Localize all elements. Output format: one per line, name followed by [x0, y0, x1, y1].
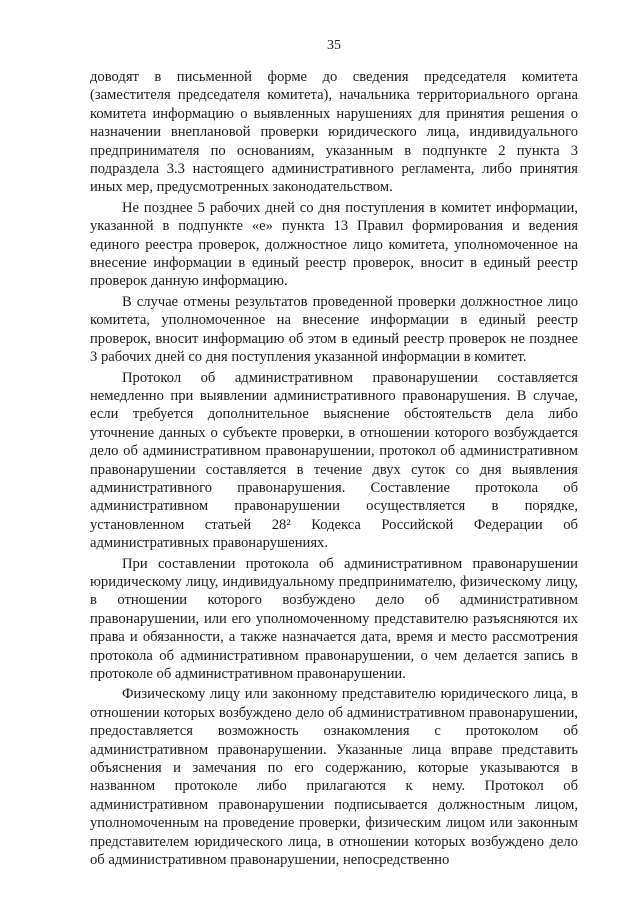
paragraph-familiarization: Физическому лицу или законному представителю юридического лица, в отношении которых возбуждено дело об административном правонарушении, предоставляется возможность ознакомления с протоколом об административном правонарушении. Указанные лица вправе представить объяснения и замечания по его содержанию, которые указываются в названном протоколе либо прилагаются к нему. Протокол об административном правонарушении подписывается должностным лицом, уполномоченным на проведение проверки, физическим лицом или законным представителем юридического лица, в отношении которых возбуждено дело об административном правонарушении, непосредственно	[90, 686, 578, 869]
page-number: 35	[327, 38, 341, 53]
paragraph-continuation: доводят в письменной форме до сведения председателя комитета (заместителя председателя комитета), начальника территориального органа комитета информацию о выявленных нарушениях для принятия решения о назначении внеплановой проверки юридического лица, индивидуального предпринимателя по основаниям, указанным в подпункте 2 пункта 3 подраздела 3.3 настоящего административного регламента, либо принятия иных мер, предусмотренных законодательством.	[90, 69, 578, 196]
paragraph-registry-deadline: Не позднее 5 рабочих дней со дня поступления в комитет информации, указанной в подпункте «е» пункта 13 Правил формирования и ведения единого реестра проверок, должностное лицо комитета, уполномоченное на внесение информации в единый реестр проверок, вносит в единый реестр проверок данную информацию.	[90, 199, 578, 290]
document-body	[90, 68, 578, 869]
paragraph-rights-explanation: При составлении протокола об административном правонарушении юридическому лицу, индивидуальному предпринимателю, физическому лицу, в отношении которого возбуждено дело об административном правонарушении, или его уполномоченному представителю разъясняются их права и обязанности, а также назначается дата, время и место рассмотрения протокола об административном правонарушении, о чем делается запись в протоколе об административном правонарушении.	[90, 555, 578, 682]
paragraph-cancellation: В случае отмены результатов проведенной проверки должностное лицо комитета, уполномоченное на внесение информации в единый реестр проверок, вносит информацию об этом в единый реестр проверок не позднее 3 рабочих дней со дня поступления указанной информации в комитет.	[90, 293, 578, 366]
paragraph-protocol-drafting: Протокол об административном правонарушении составляется немедленно при выявлении административного правонарушения. В случае, если требуется дополнительное выяснение обстоятельств дела либо уточнение данных о субъекте проверки, в отношении которого возбуждается дело об административном правонарушении, протокол об административном правонарушении составляется в течение двух суток со дня выявления административного правонарушения. Составление протокола об административном правонарушении осуществляется в порядке, установленном статьей 28² Кодекса Российской Федерации об административных правонарушениях.	[90, 369, 578, 552]
